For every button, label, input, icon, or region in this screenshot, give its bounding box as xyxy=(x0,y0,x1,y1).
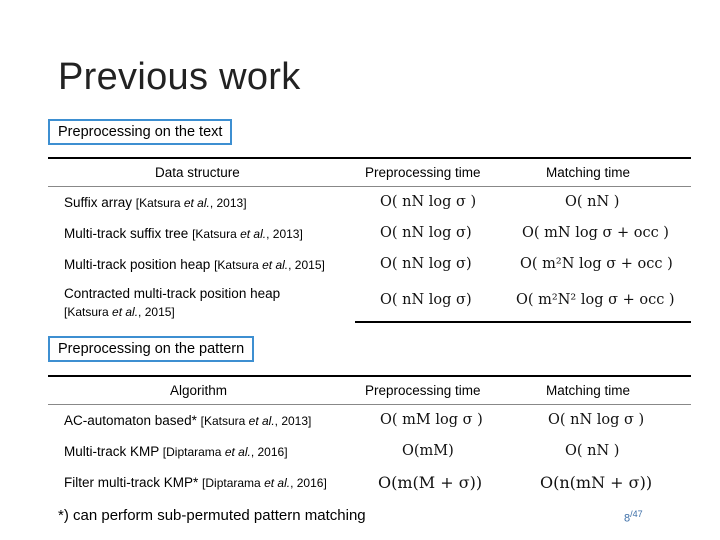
footnote: *) can perform sub-permuted pattern matching xyxy=(58,507,366,524)
section-label-pattern: Preprocessing on the pattern xyxy=(48,336,254,362)
table-header-rule xyxy=(48,404,691,405)
matching-formula: O( m²N² log σ + occ ) xyxy=(516,292,675,308)
matching-formula: O(n(mN + σ)) xyxy=(540,473,653,492)
preprocessing-formula: O( nN log σ) xyxy=(380,256,472,272)
citation: [Katsura et al., 2013] xyxy=(135,196,247,210)
page-number: $8^{/47}$ xyxy=(624,509,643,525)
header-data-structure: Data structure xyxy=(155,165,240,180)
matching-formula: O( nN log σ ) xyxy=(548,412,645,428)
citation: [Katsura et al., 2013] xyxy=(200,414,312,428)
citation: [Diptarama et al., 2016] xyxy=(202,476,327,490)
section-label-text: Preprocessing on the text xyxy=(48,119,232,145)
citation: [Katsura et al., 2013] xyxy=(192,227,303,241)
table-row: Multi-track KMP [Diptarama et al., 2016] xyxy=(64,444,288,459)
table-top-rule xyxy=(48,157,691,159)
citation: [Katsura et al., 2015] xyxy=(64,305,175,319)
header-preprocessing-time: Preprocessing time xyxy=(365,383,481,398)
table-bottom-rule xyxy=(355,321,691,323)
preprocessing-formula: O(m(M + σ)) xyxy=(378,473,483,492)
preprocessing-formula: O(mM) xyxy=(402,443,454,459)
header-algorithm: Algorithm xyxy=(170,383,228,398)
preprocessing-formula: O( mM log σ ) xyxy=(380,412,483,428)
matching-formula: O( mN log σ + occ ) xyxy=(522,225,669,241)
header-matching-time: Matching time xyxy=(546,165,631,180)
table-row: Filter multi-track KMP* [Diptarama et al., 2016] xyxy=(64,475,327,490)
preprocessing-formula: O( nN log σ) xyxy=(380,225,472,241)
table-row: Contracted multi-track position heap [Katsura et al., 2015] xyxy=(64,286,281,319)
header-preprocessing-time: Preprocessing time xyxy=(365,165,481,180)
header-matching-time: Matching time xyxy=(546,383,631,398)
matching-formula: O( nN ) xyxy=(565,443,620,459)
preprocessing-formula: O( nN log σ) xyxy=(380,292,472,308)
table-row: Suffix array [Katsura et al., 2013] xyxy=(64,195,247,210)
table-header-rule xyxy=(48,186,691,187)
page-title: Previous work xyxy=(58,56,301,98)
citation: [Katsura et al., 2015] xyxy=(214,258,325,272)
table-row: Multi-track suffix tree [Katsura et al., 2013] xyxy=(64,226,303,241)
preprocessing-formula: O( nN log σ ) xyxy=(380,194,477,210)
matching-formula: O( nN ) xyxy=(565,194,620,210)
table-top-rule xyxy=(48,375,691,377)
citation: [Diptarama et al., 2016] xyxy=(162,445,288,459)
matching-formula: O( m²N log σ + occ ) xyxy=(520,256,673,272)
table-row: AC-automaton based* [Katsura et al., 2013] xyxy=(64,413,312,428)
table-row: Multi-track position heap [Katsura et al., 2015] xyxy=(64,257,325,272)
